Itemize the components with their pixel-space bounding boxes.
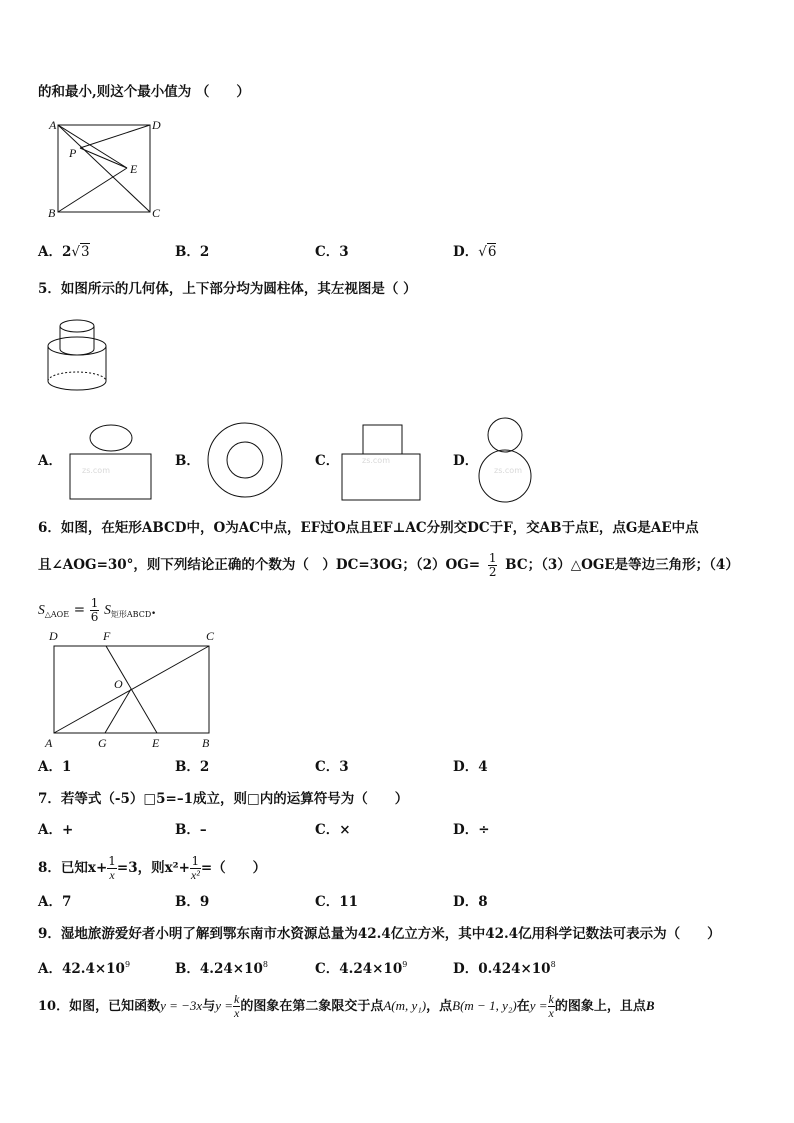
q9-option-b[interactable]: B．$4.24\times 10^8$: [175, 960, 268, 977]
q9-text: 9．湿地旅游爱好者小明了解到鄂东南市水资源总量为42.4亿立方米，其中42.4亿用科学记数法可表示为（ ）: [38, 926, 721, 942]
q6-option-c[interactable]: C．3: [315, 759, 349, 775]
q9-option-d[interactable]: D．$0.424\times 10^8$: [453, 960, 556, 977]
q4-option-a[interactable]: A．2√3: [38, 244, 90, 260]
q8-text: 8．已知x+ $\frac{1}{x}$ =3，则x²+ $\frac{1}{\text{x²}}$ =（ ）: [38, 854, 267, 882]
q6-label-b: B: [202, 736, 210, 750]
q6-label-g: G: [98, 736, 107, 750]
q10-text: 10．如图，已知函数y = −3x与y = $\frac{k}{x}$ 的图象在第二象限交于点A(m, y₁)，点B(m − 1, y₂)在y = $\frac{k}{x}$ 的图象上，且点B: [38, 992, 655, 1020]
watermark: zs.com: [494, 466, 522, 475]
q4-figure: [40, 117, 170, 222]
q6-option-b[interactable]: B．2: [175, 759, 210, 775]
q7-option-d[interactable]: D．÷: [453, 822, 490, 838]
q5-option-a-figure: [68, 423, 154, 501]
q5-option-b-figure: [205, 420, 285, 500]
q7-option-a[interactable]: A．+: [38, 822, 74, 838]
q8-option-a[interactable]: A．7: [38, 894, 72, 910]
q9-option-c[interactable]: C．$4.24\times 10^9$: [315, 960, 408, 977]
q4-label-c: C: [152, 206, 161, 220]
q6-area-formula: $S_{\triangle AOE}$ = $\frac{1}{6}$ $S_{矩形ABCD}$.: [38, 596, 156, 624]
watermark: zs.com: [82, 466, 110, 475]
q7-text: 7．若等式（-5）□5=–1成立，则□内的运算符号为（ ）: [38, 791, 409, 807]
q5-option-d[interactable]: D．: [453, 453, 479, 469]
q6-label-f: F: [103, 629, 111, 643]
q5-solid-figure: [42, 316, 112, 396]
q6-label-c: C: [206, 629, 215, 643]
watermark: zs.com: [362, 456, 390, 465]
q6-text-line1: 6．如图，在矩形ABCD中，O为AC中点，EF过O点且EF⊥AC分别交DC于F，交AB于点E，点G是AE中点: [38, 520, 699, 536]
q8-option-b[interactable]: B．9: [175, 894, 210, 910]
q5-text: 5．如图所示的几何体，上下部分均为圆柱体，其左视图是（ ）: [38, 281, 417, 297]
q5-option-a[interactable]: A．: [38, 453, 62, 469]
q4-label-b: B: [48, 206, 56, 220]
q7-option-c[interactable]: C．×: [315, 822, 351, 838]
q6-text-line2: 且∠AOG=30°，则下列结论正确的个数为（ ）DC=3OG；（2）OG= $\frac{1}{2}$ BC；（3）△OGE是等边三角形；（4）: [38, 551, 739, 579]
q6-label-d: D: [49, 629, 58, 643]
q4-label-e: E: [130, 162, 138, 176]
q4-label-p: P: [69, 146, 77, 160]
q4-text: 的和最小,则这个最小值为 （ ）: [38, 84, 250, 100]
q6-option-d[interactable]: D．4: [453, 759, 488, 775]
q4-label-a: A: [49, 118, 57, 132]
q5-option-c[interactable]: C．: [315, 453, 340, 469]
q8-option-d[interactable]: D．8: [453, 894, 488, 910]
q5-option-d-figure: [476, 415, 534, 505]
q4-label-d: D: [152, 118, 161, 132]
q7-option-b[interactable]: B．–: [175, 822, 207, 838]
q8-option-c[interactable]: C．11: [315, 894, 359, 910]
q9-option-a[interactable]: A．$42.4\times 10^9$: [38, 960, 131, 977]
q6-label-a: A: [45, 736, 53, 750]
q4-option-b[interactable]: B．2: [175, 244, 210, 260]
q6-rectangle-figure: [40, 626, 220, 752]
q6-label-o: O: [114, 677, 123, 691]
q5-option-b[interactable]: B．: [175, 453, 200, 469]
q4-option-d[interactable]: D．√6: [453, 244, 497, 260]
q6-option-a[interactable]: A．1: [38, 759, 72, 775]
q4-option-c[interactable]: C．3: [315, 244, 349, 260]
q6-label-e: E: [152, 736, 160, 750]
